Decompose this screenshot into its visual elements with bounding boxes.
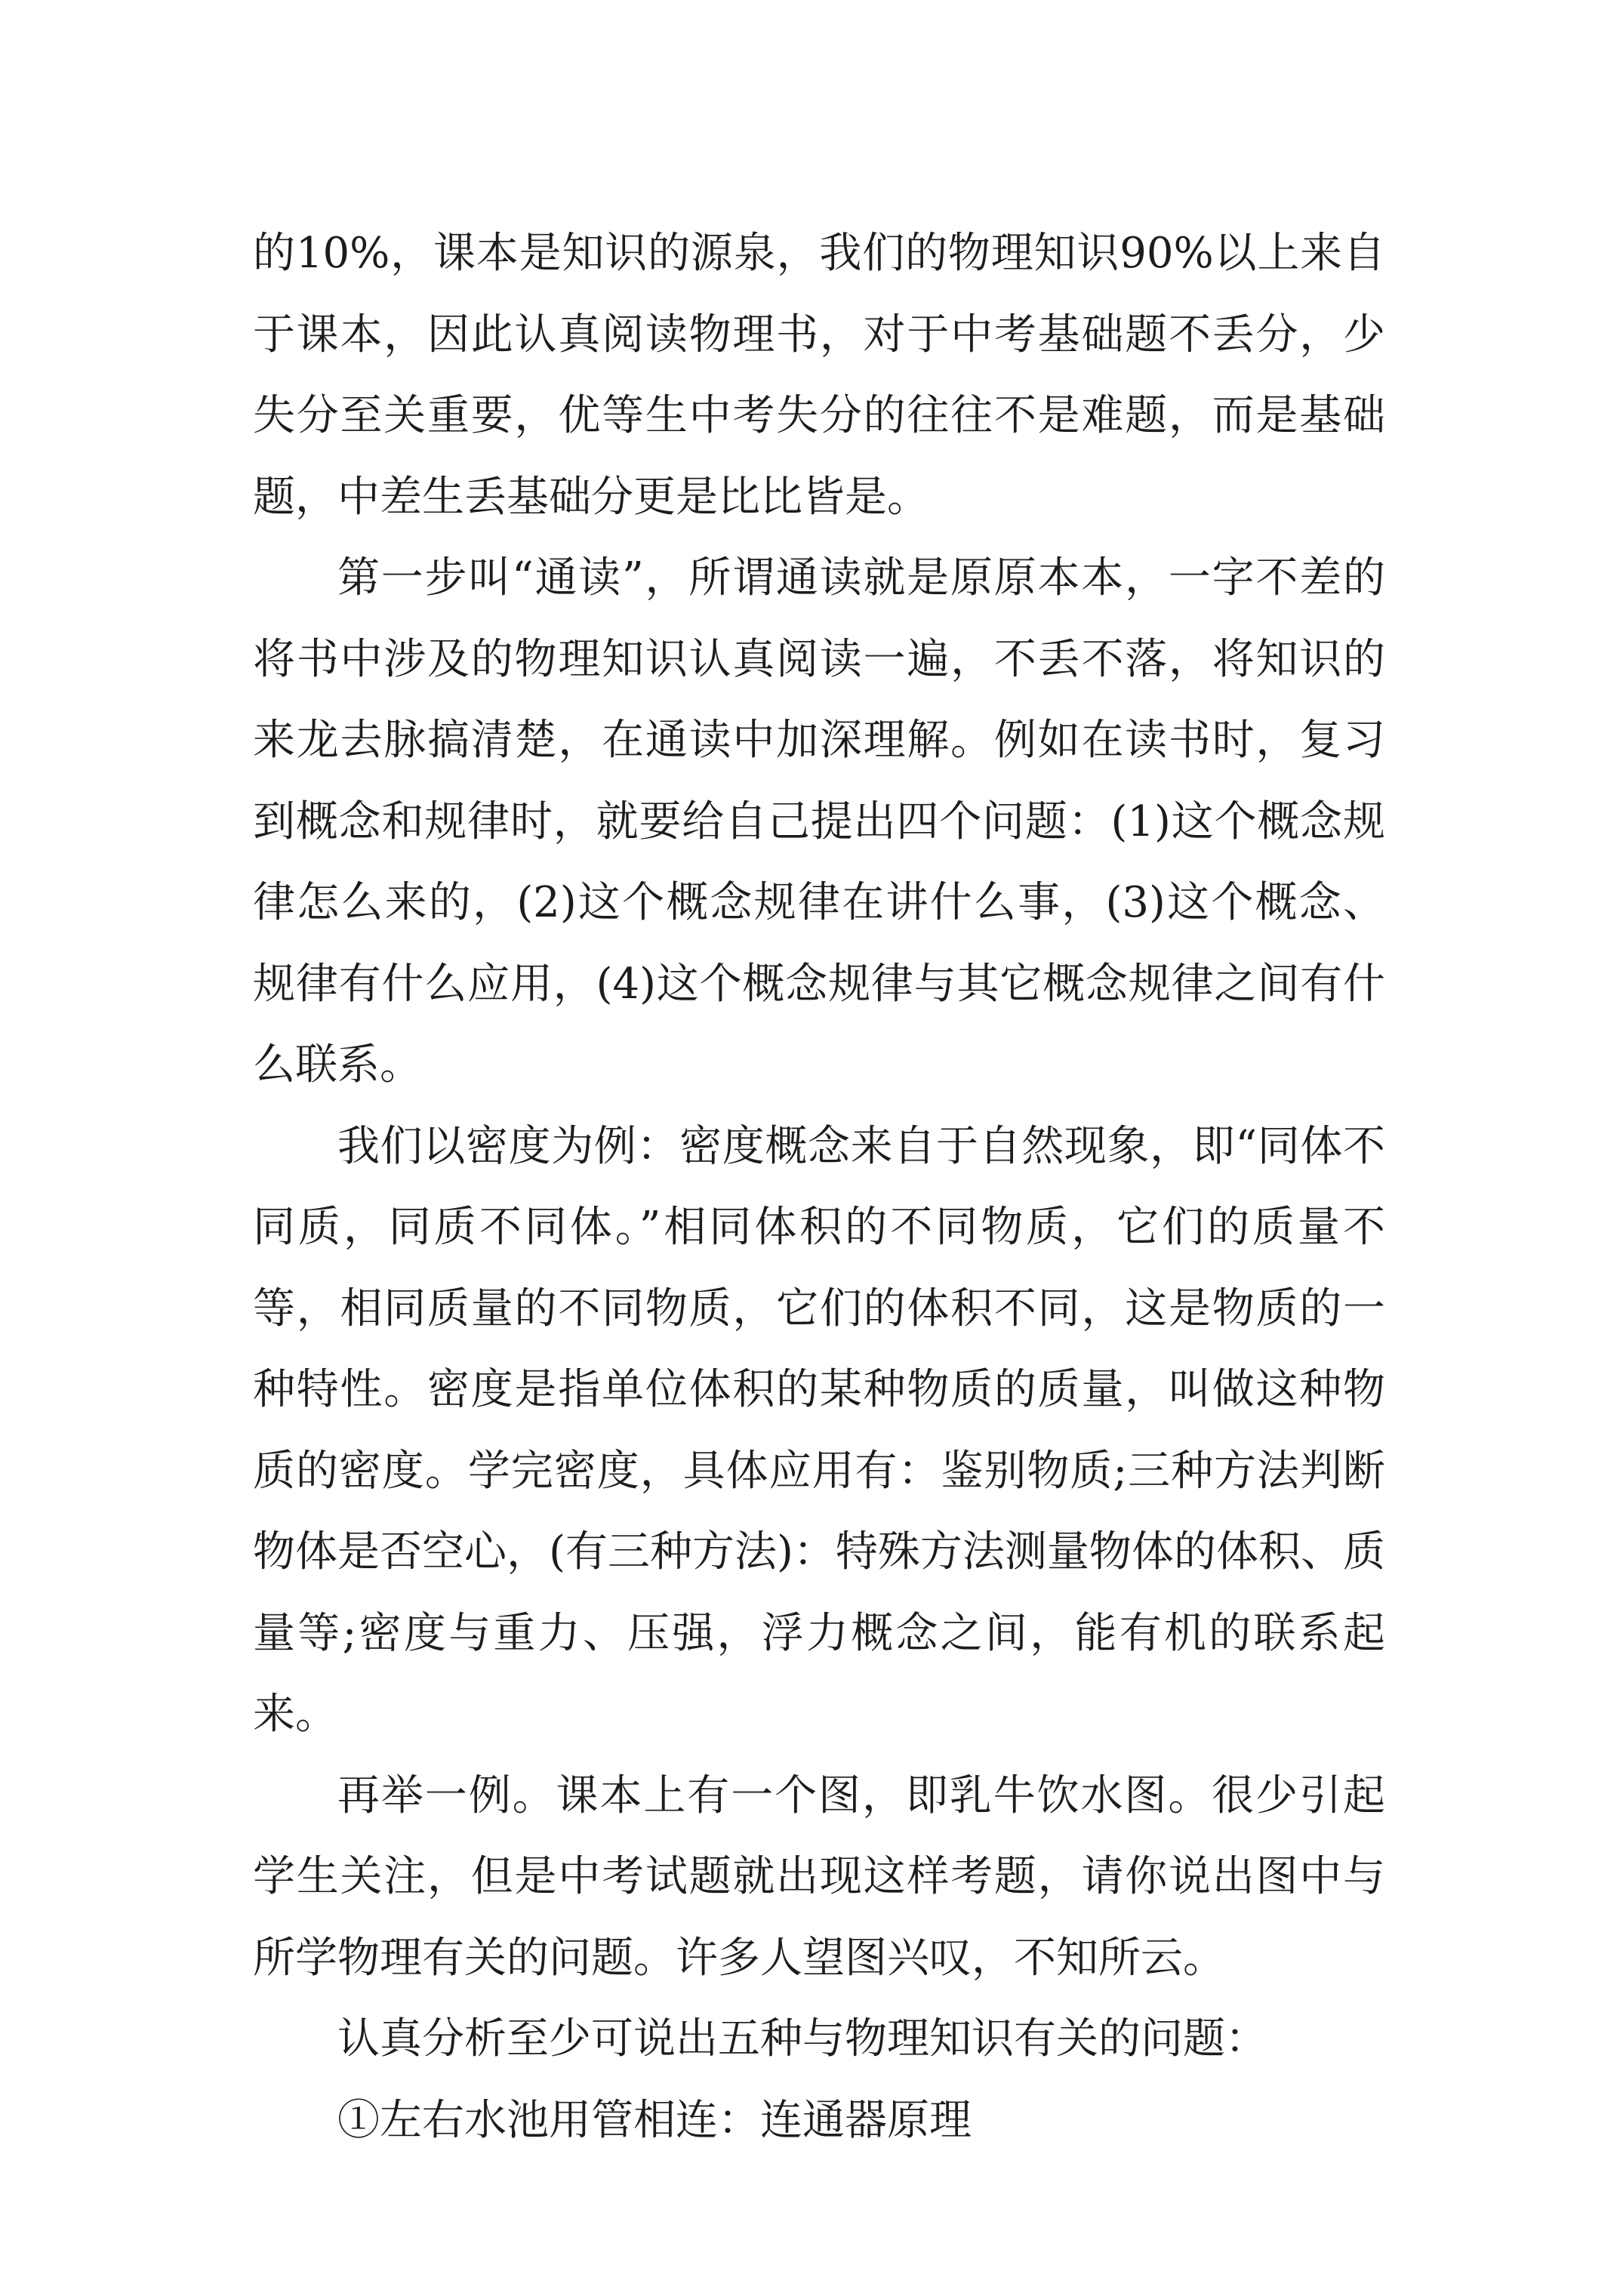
document-body: [253, 213, 1385, 2161]
paragraph-cow-drinking-example: 再举一例。课本上有一个图，即乳牛饮水图。很少引起学生关注，但是中考试题就出现这样考题，请你说出图中与所学物理有关的问题。许多人望图兴叹，不知所云。: [253, 1771, 1385, 1983]
paragraph-analysis-intro: 认真分析至少可说出五种与物理知识有关的问题：: [337, 2014, 1267, 2063]
paragraph-first-step: 第一步叫“通读”，所谓通读就是原原本本，一字不差的将书中涉及的物理知识认真阅读一遍，不丢不落，将知识的来龙去脉搞清楚，在通读中加深理解。例如在读书时，复习到概念和规律时，就要给自己提出四个问题：(1)这个概念规律怎么来的，(2)这个概念规律在讲什么事，(3)这个概念、规律有什么应用，(4)这个概念规律与其它概念规律之间有什么联系。: [253, 553, 1385, 1089]
paragraph-density-example: 我们以密度为例：密度概念来自于自然现象，即“同体不同质，同质不同体。”相同体积的不同物质，它们的质量不等，相同质量的不同物质，它们的体积不同，这是物质的一种特性。密度是指单位体积的某种物质的质量，叫做这种物质的密度。学完密度，具体应用有：鉴别物质;三种方法判断物体是否空心，(有三种方法)：特殊方法测量物体的体积、质量等;密度与重力、压强，浮力概念之间，能有机的联系起来。: [253, 1121, 1385, 1739]
paragraph-list-item-1: ①左右水池用管相连：连通器原理: [337, 2095, 972, 2145]
paragraph-continued: 的10%，课本是知识的源泉，我们的物理知识90%以上来自于课本，因此认真阅读物理书，对于中考基础题不丢分，少失分至关重要，优等生中考失分的往往不是难题，而是基础题，中差生丢基础分更是比比皆是。: [253, 229, 1385, 522]
